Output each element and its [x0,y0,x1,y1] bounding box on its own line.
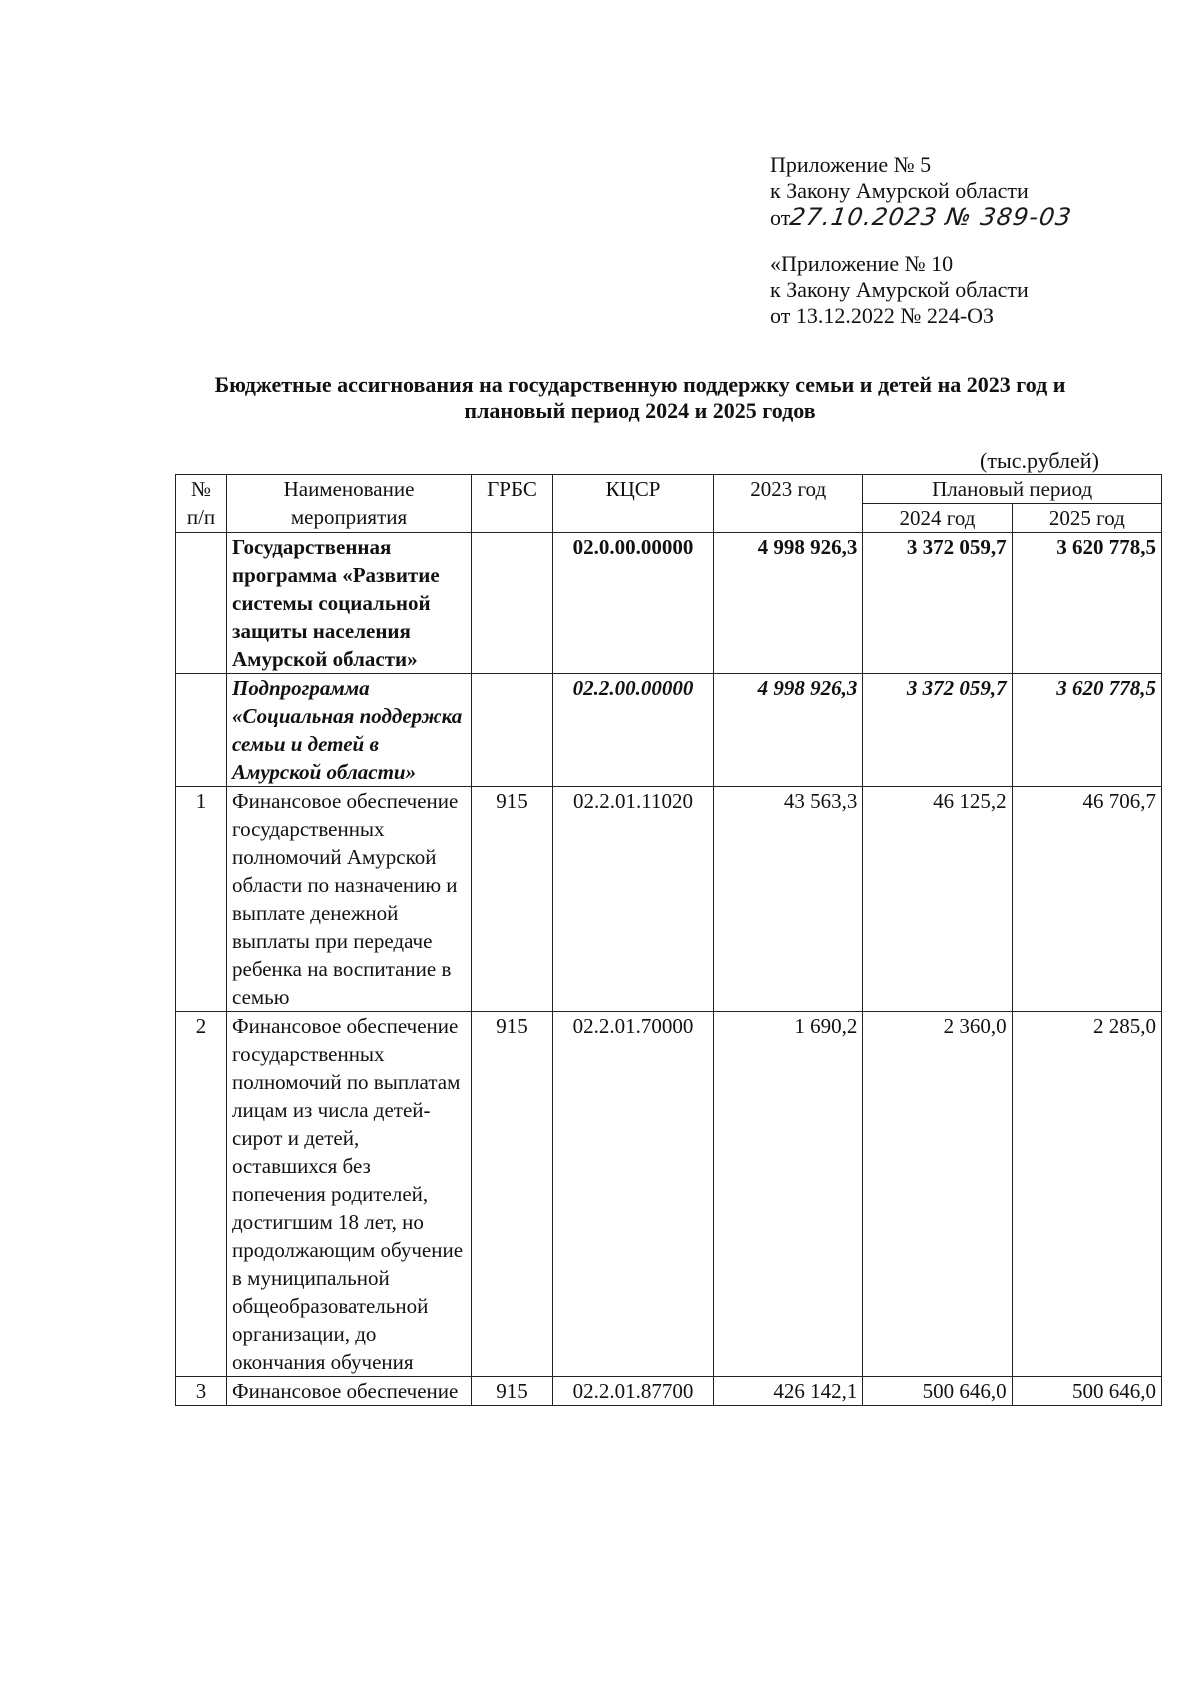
cell-grbs [472,674,553,787]
cell-2024: 3 372 059,7 [863,533,1012,674]
document-title-line1: Бюджетные ассигнования на государственную поддержку семьи и детей на 2023 год и [214,372,1066,397]
cell-grbs [472,533,553,674]
annex-current [770,152,1072,231]
cell-name: Государственная программа «Развитие системы социальной защиты населения Амурской области» [227,533,472,674]
cell-grbs: 915 [472,787,553,1012]
cell-grbs: 915 [472,1012,553,1377]
cell-kcsr: 02.0.00.00000 [553,533,714,674]
header-2025: 2025 год [1012,504,1161,533]
cell-kcsr: 02.2.01.11020 [553,787,714,1012]
cell-grbs: 915 [472,1377,553,1406]
budget-table-body [176,475,1162,1406]
cell-kcsr: 02.2.01.70000 [553,1012,714,1377]
cell-no [176,674,227,787]
cell-2025: 500 646,0 [1012,1377,1161,1406]
table-row [176,533,1162,674]
cell-2024: 2 360,0 [863,1012,1012,1377]
annex-original [770,251,1029,329]
cell-2023: 4 998 926,3 [714,533,863,674]
cell-2023: 43 563,3 [714,787,863,1012]
cell-name: Подпрограмма «Социальная поддержка семьи и детей в Амурской области» [227,674,472,787]
annex-original-line1: «Приложение № 10 [770,251,954,276]
annex-original-line3: от 13.12.2022 № 224-ОЗ [770,303,995,328]
cell-kcsr: 02.2.00.00000 [553,674,714,787]
header-no: № п/п [176,475,227,533]
cell-no: 1 [176,787,227,1012]
header-grbs: ГРБС [472,475,553,533]
header-name: Наименование мероприятия [227,475,472,533]
document-title [160,372,1120,424]
cell-kcsr: 02.2.01.87700 [553,1377,714,1406]
cell-2023: 1 690,2 [714,1012,863,1377]
units-label: (тыс.рублей) [980,448,1099,473]
annex-current-date [770,204,1072,231]
header-kcsr: КЦСР [553,475,714,533]
document-title-line2: плановый период 2024 и 2025 годов [464,398,816,423]
cell-no: 3 [176,1377,227,1406]
cell-no [176,533,227,674]
table-row [176,674,1162,787]
header-2024: 2024 год [863,504,1012,533]
header-2023: 2023 год [714,475,863,533]
cell-2025: 2 285,0 [1012,1012,1161,1377]
table-row [176,1012,1162,1377]
cell-name: Финансовое обеспечение государственных полномочий Амурской области по назначению и выплате денежной выплаты при передаче ребенка на воспитание в семью [227,787,472,1012]
header-planned-period: Плановый период [863,475,1162,504]
handwritten-date-number: 27.10.2023 № 389-03 [788,203,1074,231]
cell-2023: 426 142,1 [714,1377,863,1406]
annex-date-prefix: от [770,205,791,230]
cell-2025: 3 620 778,5 [1012,533,1161,674]
cell-2025: 3 620 778,5 [1012,674,1161,787]
cell-name: Финансовое обеспечение [227,1377,472,1406]
annex-current-line1: Приложение № 5 [770,152,932,177]
cell-name: Финансовое обеспечение государственных полномочий по выплатам лицам из числа детей-сирот и детей, оставшихся без попечения родителей, достигшим 18 лет, но продолжающим обучение в муниципальной общеобразовательной организации, до окончания обучения [227,1012,472,1377]
cell-2024: 500 646,0 [863,1377,1012,1406]
cell-2025: 46 706,7 [1012,787,1161,1012]
cell-no: 2 [176,1012,227,1377]
header-row-1 [176,475,1162,504]
cell-2024: 3 372 059,7 [863,674,1012,787]
annex-original-line2: к Закону Амурской области [770,277,1029,302]
budget-table [175,474,1162,1406]
cell-2024: 46 125,2 [863,787,1012,1012]
cell-2023: 4 998 926,3 [714,674,863,787]
annex-current-line2: к Закону Амурской области [770,178,1029,203]
table-row [176,787,1162,1012]
table-row [176,1377,1162,1406]
